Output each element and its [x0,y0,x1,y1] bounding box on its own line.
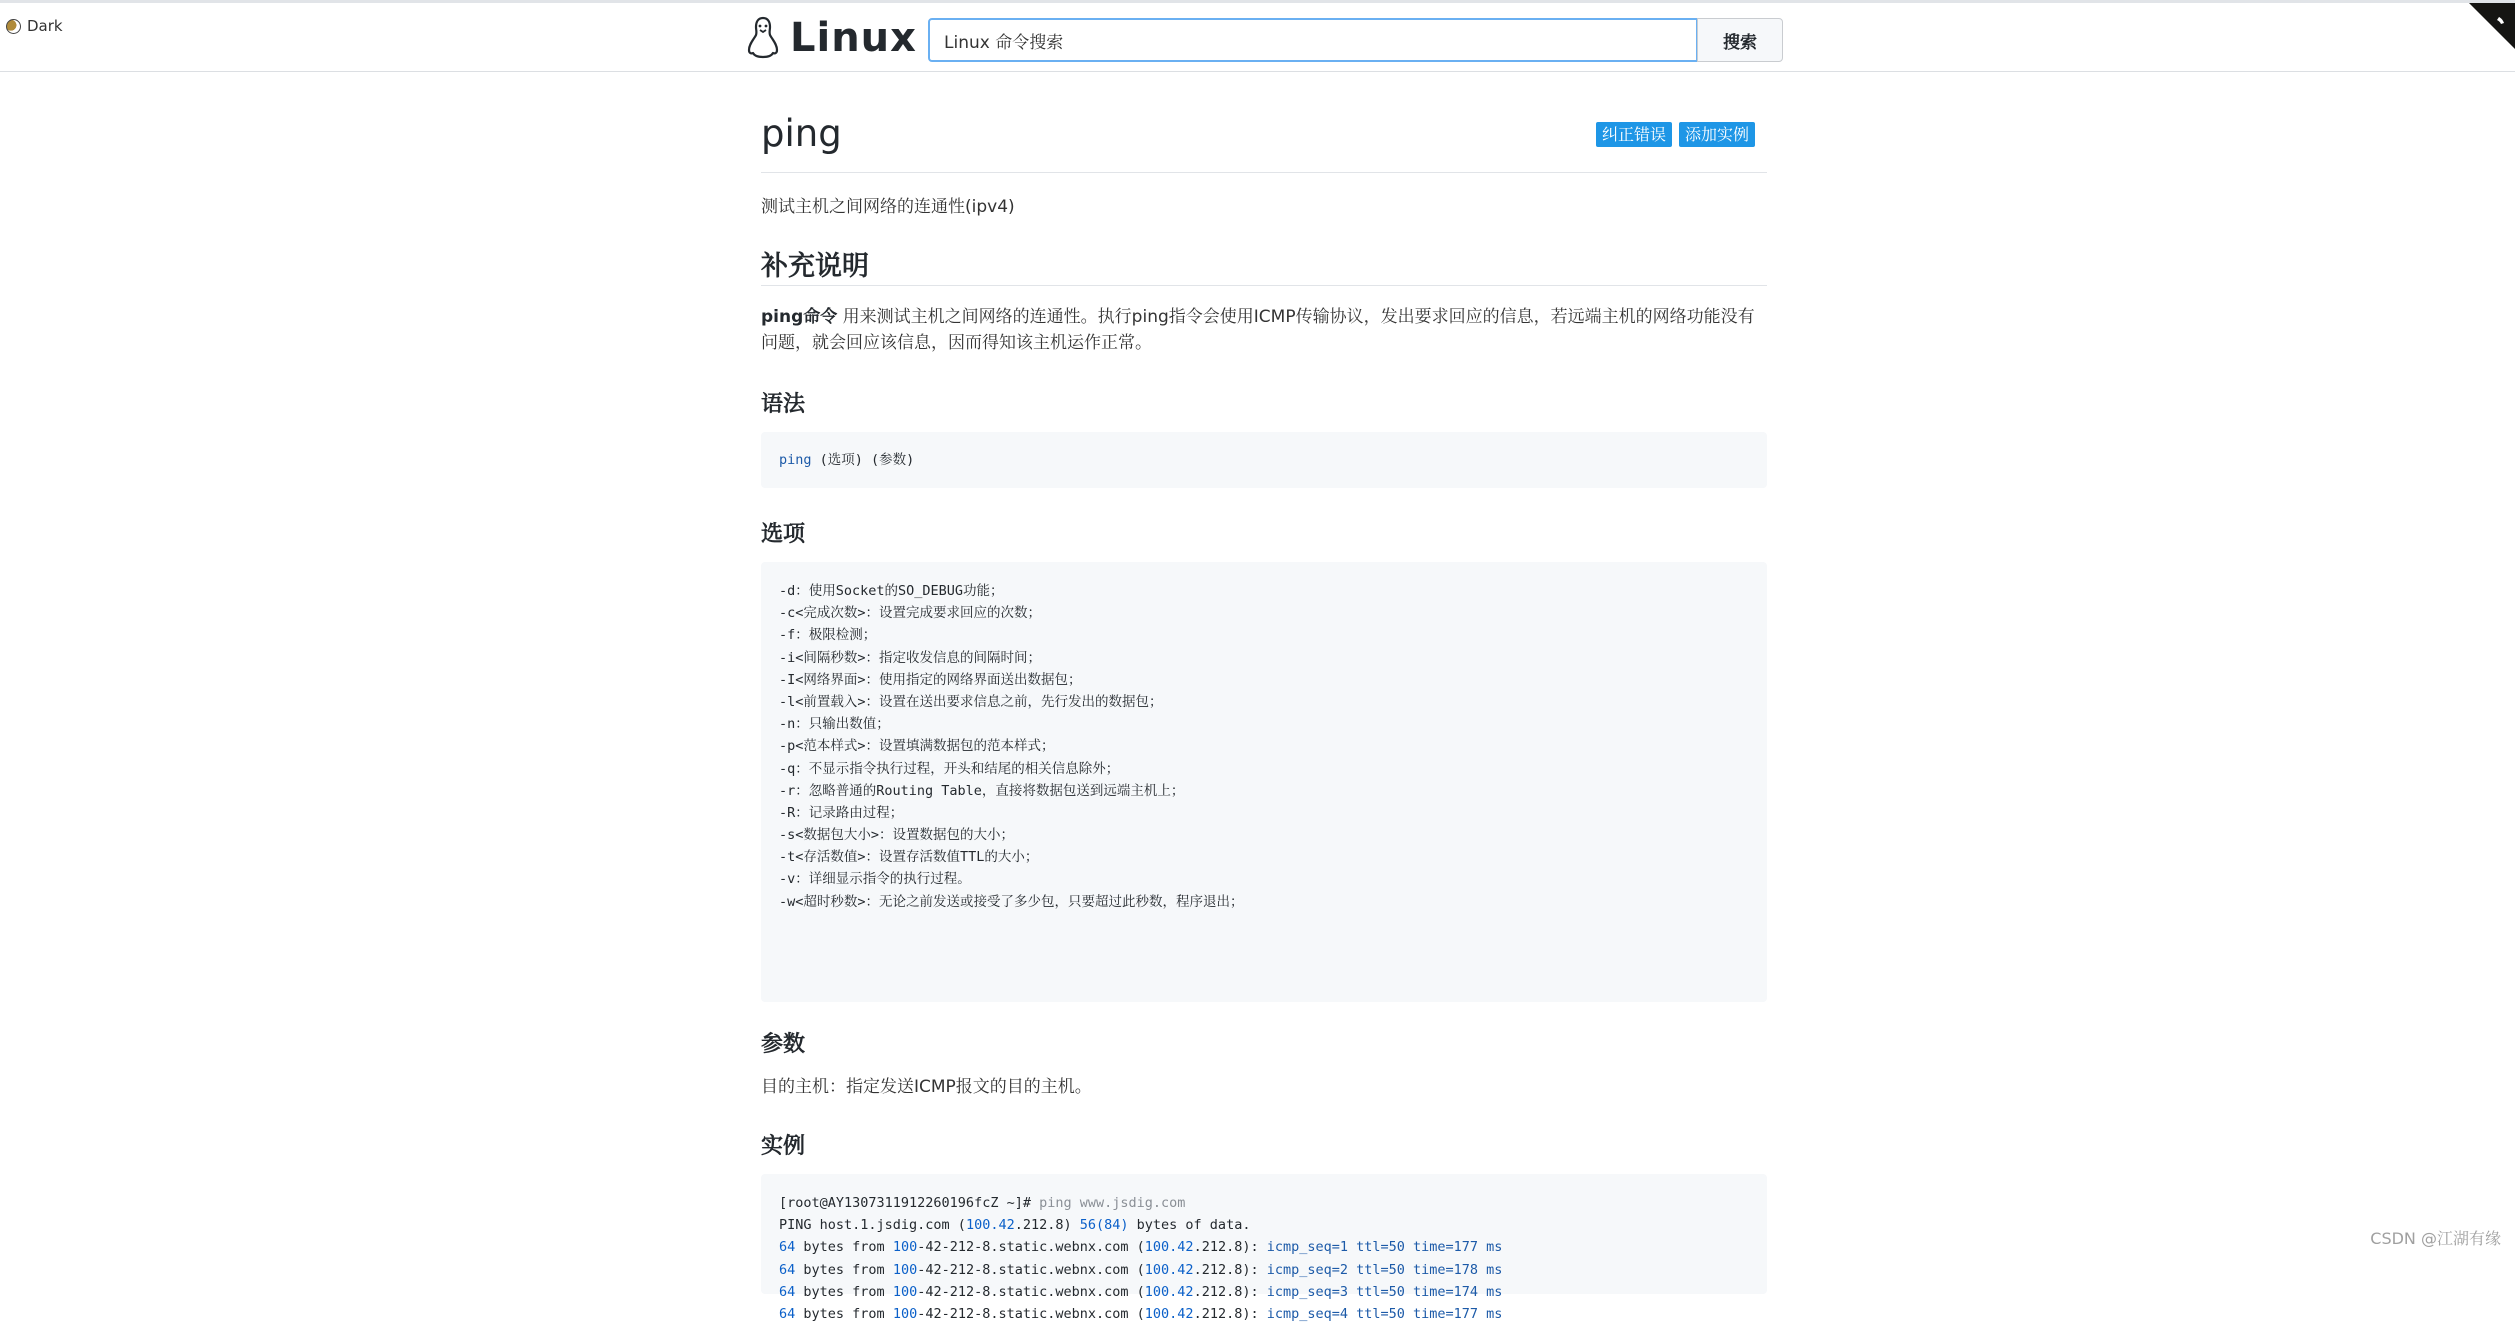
option-line: -d：使用Socket的SO_DEBUG功能； [779,583,1004,599]
reply-bytes: 64 [779,1305,796,1322]
reply-host-num: 100 [892,1283,918,1300]
reply-host: -42-212-8.static.webnx.com ( [917,1261,1145,1278]
reply-stats: icmp_seq=3 ttl=50 time=174 ms [1266,1283,1503,1300]
ping-header-text-2: .212.8) [1014,1217,1080,1234]
example-reply-line [779,1303,1749,1325]
supplement-text: 用来测试主机之间网络的连通性。执行ping指令会使用ICMP传输协议，发出要求回应的信息，若远端主机的网络功能没有问题，就会回应该信息，因而得知该主机运作正常。 [761,307,1755,353]
reply-stats: icmp_seq=4 ttl=50 time=177 ms [1266,1305,1503,1322]
reply-from: bytes from [795,1305,893,1322]
search-button[interactable]: 搜索 [1697,18,1783,62]
reply-from: bytes from [795,1239,893,1256]
ping-header-text-3: bytes of data. [1128,1217,1251,1234]
dark-mode-label: Dark [27,17,63,35]
reply-ip-rest: .212.8): [1193,1305,1267,1322]
option-line: -v：详细显示指令的执行过程。 [779,871,971,888]
example-reply-line [779,1236,1749,1258]
reply-host: -42-212-8.static.webnx.com ( [917,1283,1145,1300]
title-row [761,72,1767,173]
top-header [0,0,2515,72]
option-line: -q：不显示指令执行过程，开头和结尾的相关信息除外； [779,760,1120,777]
csdn-watermark: CSDN @江湖有缘 [2370,1229,2501,1248]
reply-bytes: 64 [779,1239,796,1256]
reply-host-num: 100 [892,1305,918,1322]
option-line: -I<网络界面>：使用指定的网络界面送出数据包； [779,671,1082,688]
syntax-command: ping [779,452,812,468]
search-input[interactable] [928,18,1698,62]
example-prompt: [root@AY1307311912260196fcZ ~]# [779,1195,1040,1211]
reply-ip: 100.42 [1144,1239,1194,1256]
main-content [761,72,1767,1322]
example-command: ping www.jsdig.com [1039,1195,1186,1211]
option-line: -R：记录路由过程； [779,804,904,821]
reply-ip: 100.42 [1144,1305,1194,1322]
examples-heading: 实例 [761,1134,806,1159]
site-logo[interactable] [744,15,917,61]
option-line: -r：忽略普通的Routing Table，直接将数据包送到远端主机上； [779,782,1185,799]
supplement-bold: ping命令 [761,307,838,327]
brand-name: Linux [790,15,917,61]
option-line: -w<超时秒数>：无论之前发送或接受了多少包，只要超过此秒数，程序退出； [779,893,1244,910]
example-code-block [761,1174,1767,1322]
fix-error-button[interactable]: 纠正错误 [1596,122,1672,147]
reply-ip: 100.42 [1144,1283,1194,1300]
moon-icon [6,19,21,34]
ping-header-size: 56 [1079,1217,1097,1234]
option-line: -c<完成次数>：设置完成要求回应的次数； [779,605,1042,622]
example-reply-line [779,1281,1749,1303]
option-line: -i<间隔秒数>：指定收发信息的间隔时间； [779,649,1042,666]
add-example-button[interactable]: 添加实例 [1679,122,1755,147]
page-title: ping [761,112,842,155]
options-code-block [761,562,1767,1002]
example-command-line [779,1192,1749,1214]
option-line: -p<范本样式>：设置填满数据包的范本样式； [779,738,1055,755]
reply-host-num: 100 [892,1239,918,1256]
syntax-line [779,449,1749,471]
supplement-heading: 补充说明 [761,251,869,282]
reply-bytes: 64 [779,1261,796,1278]
syntax-heading: 语法 [761,392,806,417]
syntax-code-block [761,432,1767,488]
params-paragraph: 目的主机：指定发送ICMP报文的目的主机。 [761,1077,1092,1097]
reply-from: bytes from [795,1261,893,1278]
tux-penguin-icon [744,16,782,60]
reply-host-num: 100 [892,1261,918,1278]
option-line: -s<数据包大小>：设置数据包的大小； [779,827,1015,844]
reply-ip-rest: .212.8): [1193,1283,1267,1300]
supplement-divider [761,285,1767,286]
ping-header-ip: 100.42 [965,1217,1015,1234]
github-corner-icon[interactable] [2469,3,2515,49]
reply-host: -42-212-8.static.webnx.com ( [917,1239,1145,1256]
option-line: -f：极限检测； [779,627,877,644]
params-heading: 参数 [761,1032,806,1057]
example-ping-header [779,1214,1749,1236]
reply-ip-rest: .212.8): [1193,1261,1267,1278]
title-actions [1596,122,1755,147]
dark-mode-toggle[interactable] [6,17,63,35]
ping-header-text: PING host.1.jsdig.com ( [779,1217,966,1234]
options-heading: 选项 [761,522,806,547]
option-line: -n：只输出数值； [779,716,890,733]
option-line: -t<存活数值>：设置存活数值TTL的大小； [779,849,1039,866]
reply-host: -42-212-8.static.webnx.com ( [917,1305,1145,1322]
ping-header-total: (84) [1096,1217,1129,1234]
option-line: -l<前置载入>：设置在送出要求信息之前，先行发出的数据包； [779,693,1163,710]
example-reply-line [779,1259,1749,1281]
syntax-args: (选项) (参数) [811,452,915,468]
reply-stats: icmp_seq=1 ttl=50 time=177 ms [1266,1239,1503,1256]
supplement-paragraph [761,304,1767,356]
reply-bytes: 64 [779,1283,796,1300]
reply-ip: 100.42 [1144,1261,1194,1278]
command-description: 测试主机之间网络的连通性(ipv4) [761,197,1015,217]
reply-stats: icmp_seq=2 ttl=50 time=178 ms [1266,1261,1503,1278]
reply-from: bytes from [795,1283,893,1300]
reply-ip-rest: .212.8): [1193,1239,1267,1256]
